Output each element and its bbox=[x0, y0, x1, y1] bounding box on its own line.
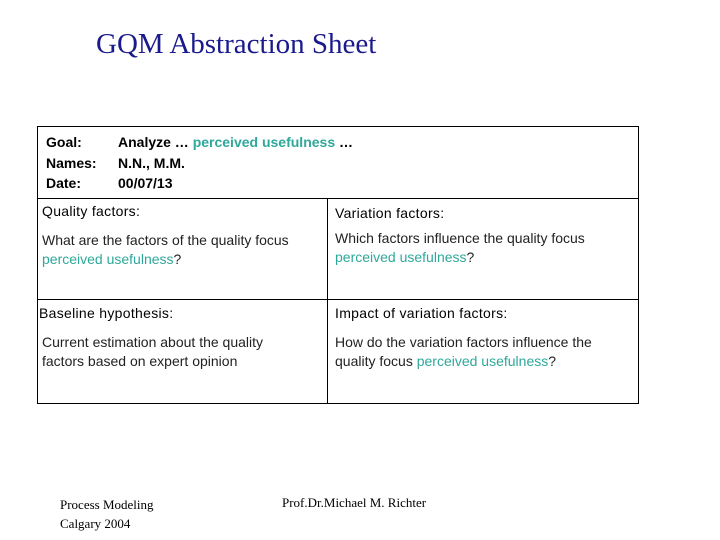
quality-focus: perceived usefulness bbox=[42, 251, 174, 267]
page-title: GQM Abstraction Sheet bbox=[96, 28, 377, 60]
goal-label: Goal: bbox=[46, 134, 82, 150]
row-divider bbox=[38, 299, 638, 300]
column-divider bbox=[327, 199, 328, 404]
impact-focus: perceived usefulness bbox=[416, 353, 549, 369]
names-value: N.N., M.M. bbox=[118, 155, 185, 171]
goal-suffix: … bbox=[335, 134, 353, 150]
goal-prefix: Analyze … bbox=[118, 134, 193, 150]
goal-focus: perceived usefulness bbox=[192, 134, 336, 150]
baseline-hypothesis-text: Current estimation about the quality factors based on expert opinion bbox=[42, 334, 264, 369]
quality-factors-heading: Quality factors: bbox=[42, 203, 141, 219]
baseline-hypothesis-heading: Baseline hypothesis: bbox=[39, 305, 174, 321]
variation-factors-heading: Variation factors: bbox=[335, 205, 445, 221]
impact-text: How do the variation factors influence the quality focus perceived usefulness? bbox=[335, 334, 592, 369]
footer-course-line1: Process Modeling bbox=[60, 497, 154, 512]
goal-box bbox=[38, 127, 638, 199]
footer-course-line2: Calgary 2004 bbox=[60, 516, 131, 531]
abstraction-sheet bbox=[37, 126, 639, 404]
variation-focus: perceived usefulness bbox=[335, 249, 467, 265]
quality-factors-text: What are the factors of the quality focus perceived usefulness? bbox=[42, 232, 289, 267]
impact-heading: Impact of variation factors: bbox=[335, 305, 508, 321]
footer-author: Prof.Dr.Michael M. Richter bbox=[282, 495, 427, 510]
names-label: Names: bbox=[46, 155, 97, 171]
date-value: 00/07/13 bbox=[118, 175, 173, 191]
date-label: Date: bbox=[46, 175, 82, 191]
goal-row bbox=[46, 134, 353, 150]
footer-course bbox=[60, 495, 154, 533]
date-row bbox=[46, 175, 173, 191]
variation-factors-text: Which factors influence the quality focus perceived usefulness? bbox=[335, 230, 585, 265]
names-row bbox=[46, 155, 185, 171]
